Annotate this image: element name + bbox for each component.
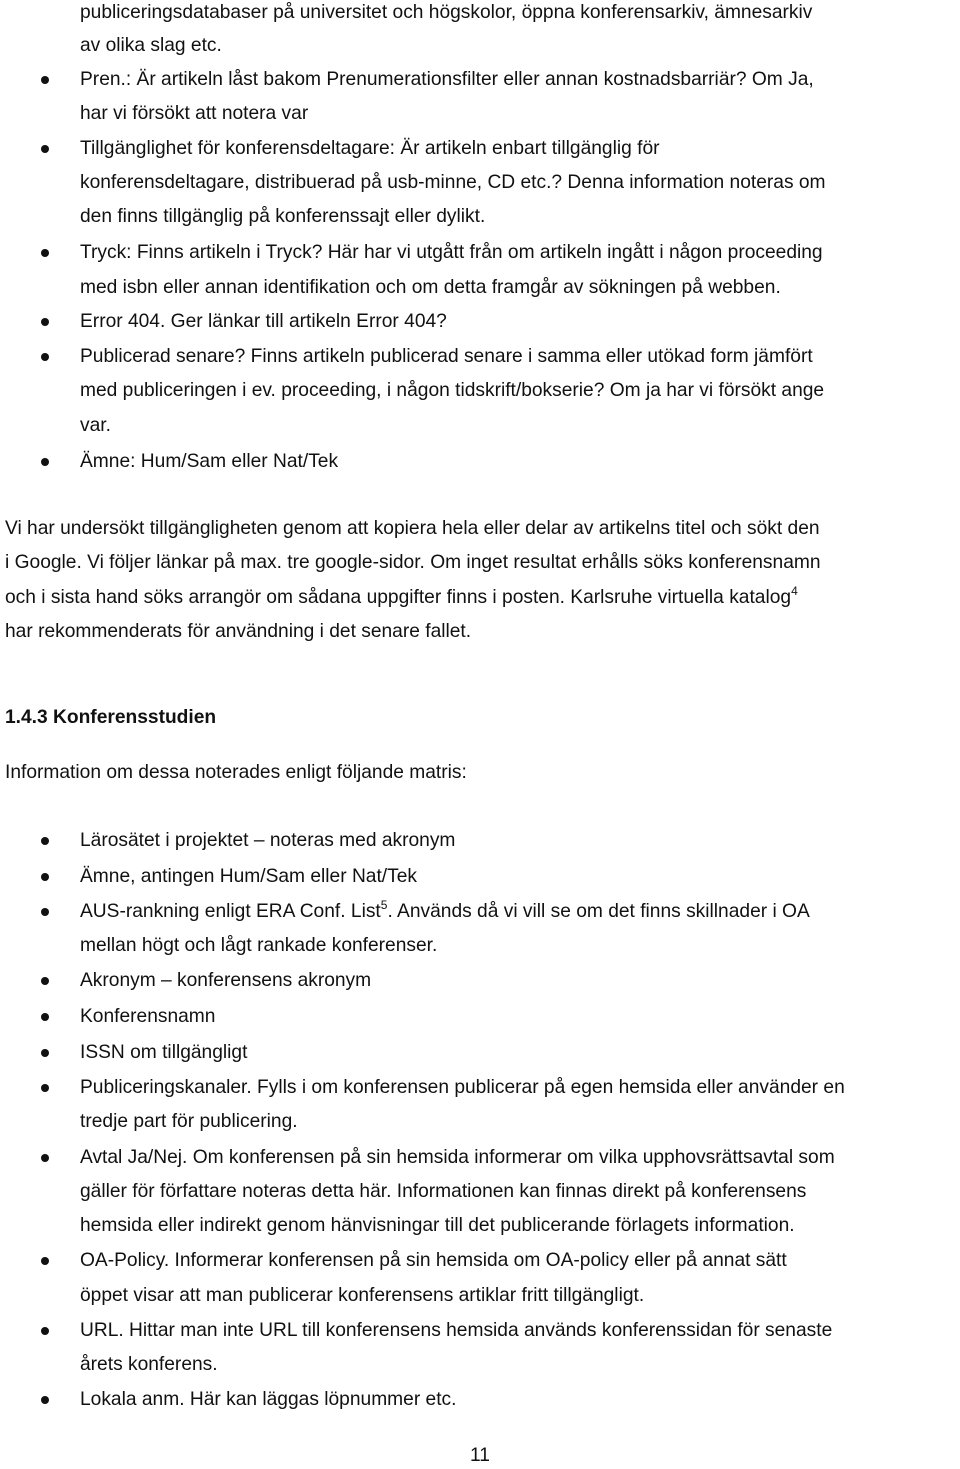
list-item-text: Avtal Ja/Nej. Om konferensen på sin hemsida informerar om vilka upphovsrättsavtal som [80, 1147, 835, 1168]
footnote-marker: 5 [380, 898, 388, 912]
list-item-text: URL. Hittar man inte URL till konferensens hemsida används konferenssidan för senaste [80, 1320, 833, 1341]
bullet-icon [41, 353, 49, 361]
bullet-icon [41, 1396, 49, 1404]
list-item-text: publiceringsdatabaser på universitet och högskolor, öppna konferensarkiv, ämnesarkiv [80, 2, 813, 23]
section-heading: 1.4.3 Konferensstudien [5, 707, 217, 728]
list-item-text: Tillgänglighet för konferensdeltagare: Är artikeln enbart tillgänglig för [80, 138, 660, 159]
list-item-text: Lokala anm. Här kan läggas löpnummer etc. [80, 1389, 457, 1410]
list-item-text: Publicerad senare? Finns artikeln publicerad senare i samma eller utökad form jämfört [80, 346, 813, 367]
bullet-icon [41, 76, 49, 84]
list-item-text: Error 404. Ger länkar till artikeln Error 404? [80, 311, 447, 332]
bullet-icon [41, 1084, 49, 1092]
list-item-text: med publiceringen i ev. proceeding, i någon tidskrift/bokserie? Om ja har vi försökt ange [80, 380, 825, 401]
list-item-text: öppet visar att man publicerar konferensens artiklar fritt tillgängligt. [80, 1285, 645, 1306]
bullet-icon [41, 1257, 49, 1265]
paragraph-text: och i sista hand söks arrangör om sådana uppgifter finns i posten. Karlsruhe virtuella katalog [5, 587, 792, 608]
list-item-text: Akronym – konferensens akronym [80, 970, 372, 991]
list-item-text: mellan högt och lågt rankade konferenser. [80, 935, 438, 956]
list-item-text: tredje part för publicering. [80, 1111, 298, 1132]
bullet-icon [41, 837, 49, 845]
list-item-text: Ämne: Hum/Sam eller Nat/Tek [80, 451, 339, 472]
list-item-text: av olika slag etc. [80, 35, 222, 56]
list-item-text: Lärosätet i projektet – noteras med akronym [80, 830, 456, 851]
bullet-icon [41, 249, 49, 257]
list-item-text: hemsida eller indirekt genom hänvisningar till det publicerande förlagets information. [80, 1215, 795, 1236]
list-item-text: Ämne, antingen Hum/Sam eller Nat/Tek [80, 866, 417, 887]
list-item-text: den finns tillgänglig på konferenssajt eller dylikt. [80, 206, 486, 227]
bullet-icon [41, 977, 49, 985]
list-item-text: Tryck: Finns artikeln i Tryck? Här har vi utgått från om artikeln ingått i någon proceeding [80, 242, 823, 263]
bullet-icon [41, 1327, 49, 1335]
list-item-text: årets konferens. [80, 1354, 218, 1375]
list-item-text: Pren.: Är artikeln låst bakom Prenumerationsfilter eller annan kostnadsbarriär? Om Ja, [80, 69, 814, 90]
bullet-icon [41, 908, 49, 916]
paragraph-line [5, 585, 798, 611]
list-item-text: gäller för författare noteras detta här. Informationen kan finnas direkt på konferensens [80, 1181, 807, 1202]
bullet-icon [41, 1049, 49, 1057]
section-intro: Information om dessa noterades enligt följande matris: [5, 762, 467, 783]
bullet-icon [41, 1154, 49, 1162]
list-item-text [80, 899, 810, 925]
paragraph-line: har rekommenderats för användning i det senare fallet. [5, 621, 472, 642]
list-item-part: . Används då vi vill se om det finns skillnader i OA [387, 901, 810, 922]
paragraph-line: Vi har undersökt tillgängligheten genom att kopiera hela eller delar av artikelns titel och sökt den [5, 518, 820, 539]
list-item-text: OA-Policy. Informerar konferensen på sin hemsida om OA-policy eller på annat sätt [80, 1250, 787, 1271]
list-item-text: Publiceringskanaler. Fylls i om konferensen publicerar på egen hemsida eller använder en [80, 1077, 845, 1098]
bullet-icon [41, 873, 49, 881]
page-number: 11 [470, 1445, 490, 1466]
paragraph-line: i Google. Vi följer länkar på max. tre google-sidor. Om inget resultat erhålls söks konferensnamn [5, 552, 821, 573]
list-item-part: AUS-rankning enligt ERA Conf. List [80, 901, 381, 922]
footnote-marker: 4 [791, 584, 798, 598]
bullet-icon [41, 458, 49, 466]
list-item-text: med isbn eller annan identifikation och om detta framgår av sökningen på webben. [80, 277, 781, 298]
list-item-text: ISSN om tillgängligt [80, 1042, 248, 1063]
bullet-icon [41, 318, 49, 326]
list-item-text: konferensdeltagare, distribuerad på usb-minne, CD etc.? Denna information noteras om [80, 172, 826, 193]
list-item-text: var. [80, 415, 111, 436]
list-item-text: Konferensnamn [80, 1006, 216, 1027]
list-item-text: har vi försökt att notera var [80, 103, 309, 124]
bullet-icon [41, 145, 49, 153]
bullet-icon [41, 1013, 49, 1021]
